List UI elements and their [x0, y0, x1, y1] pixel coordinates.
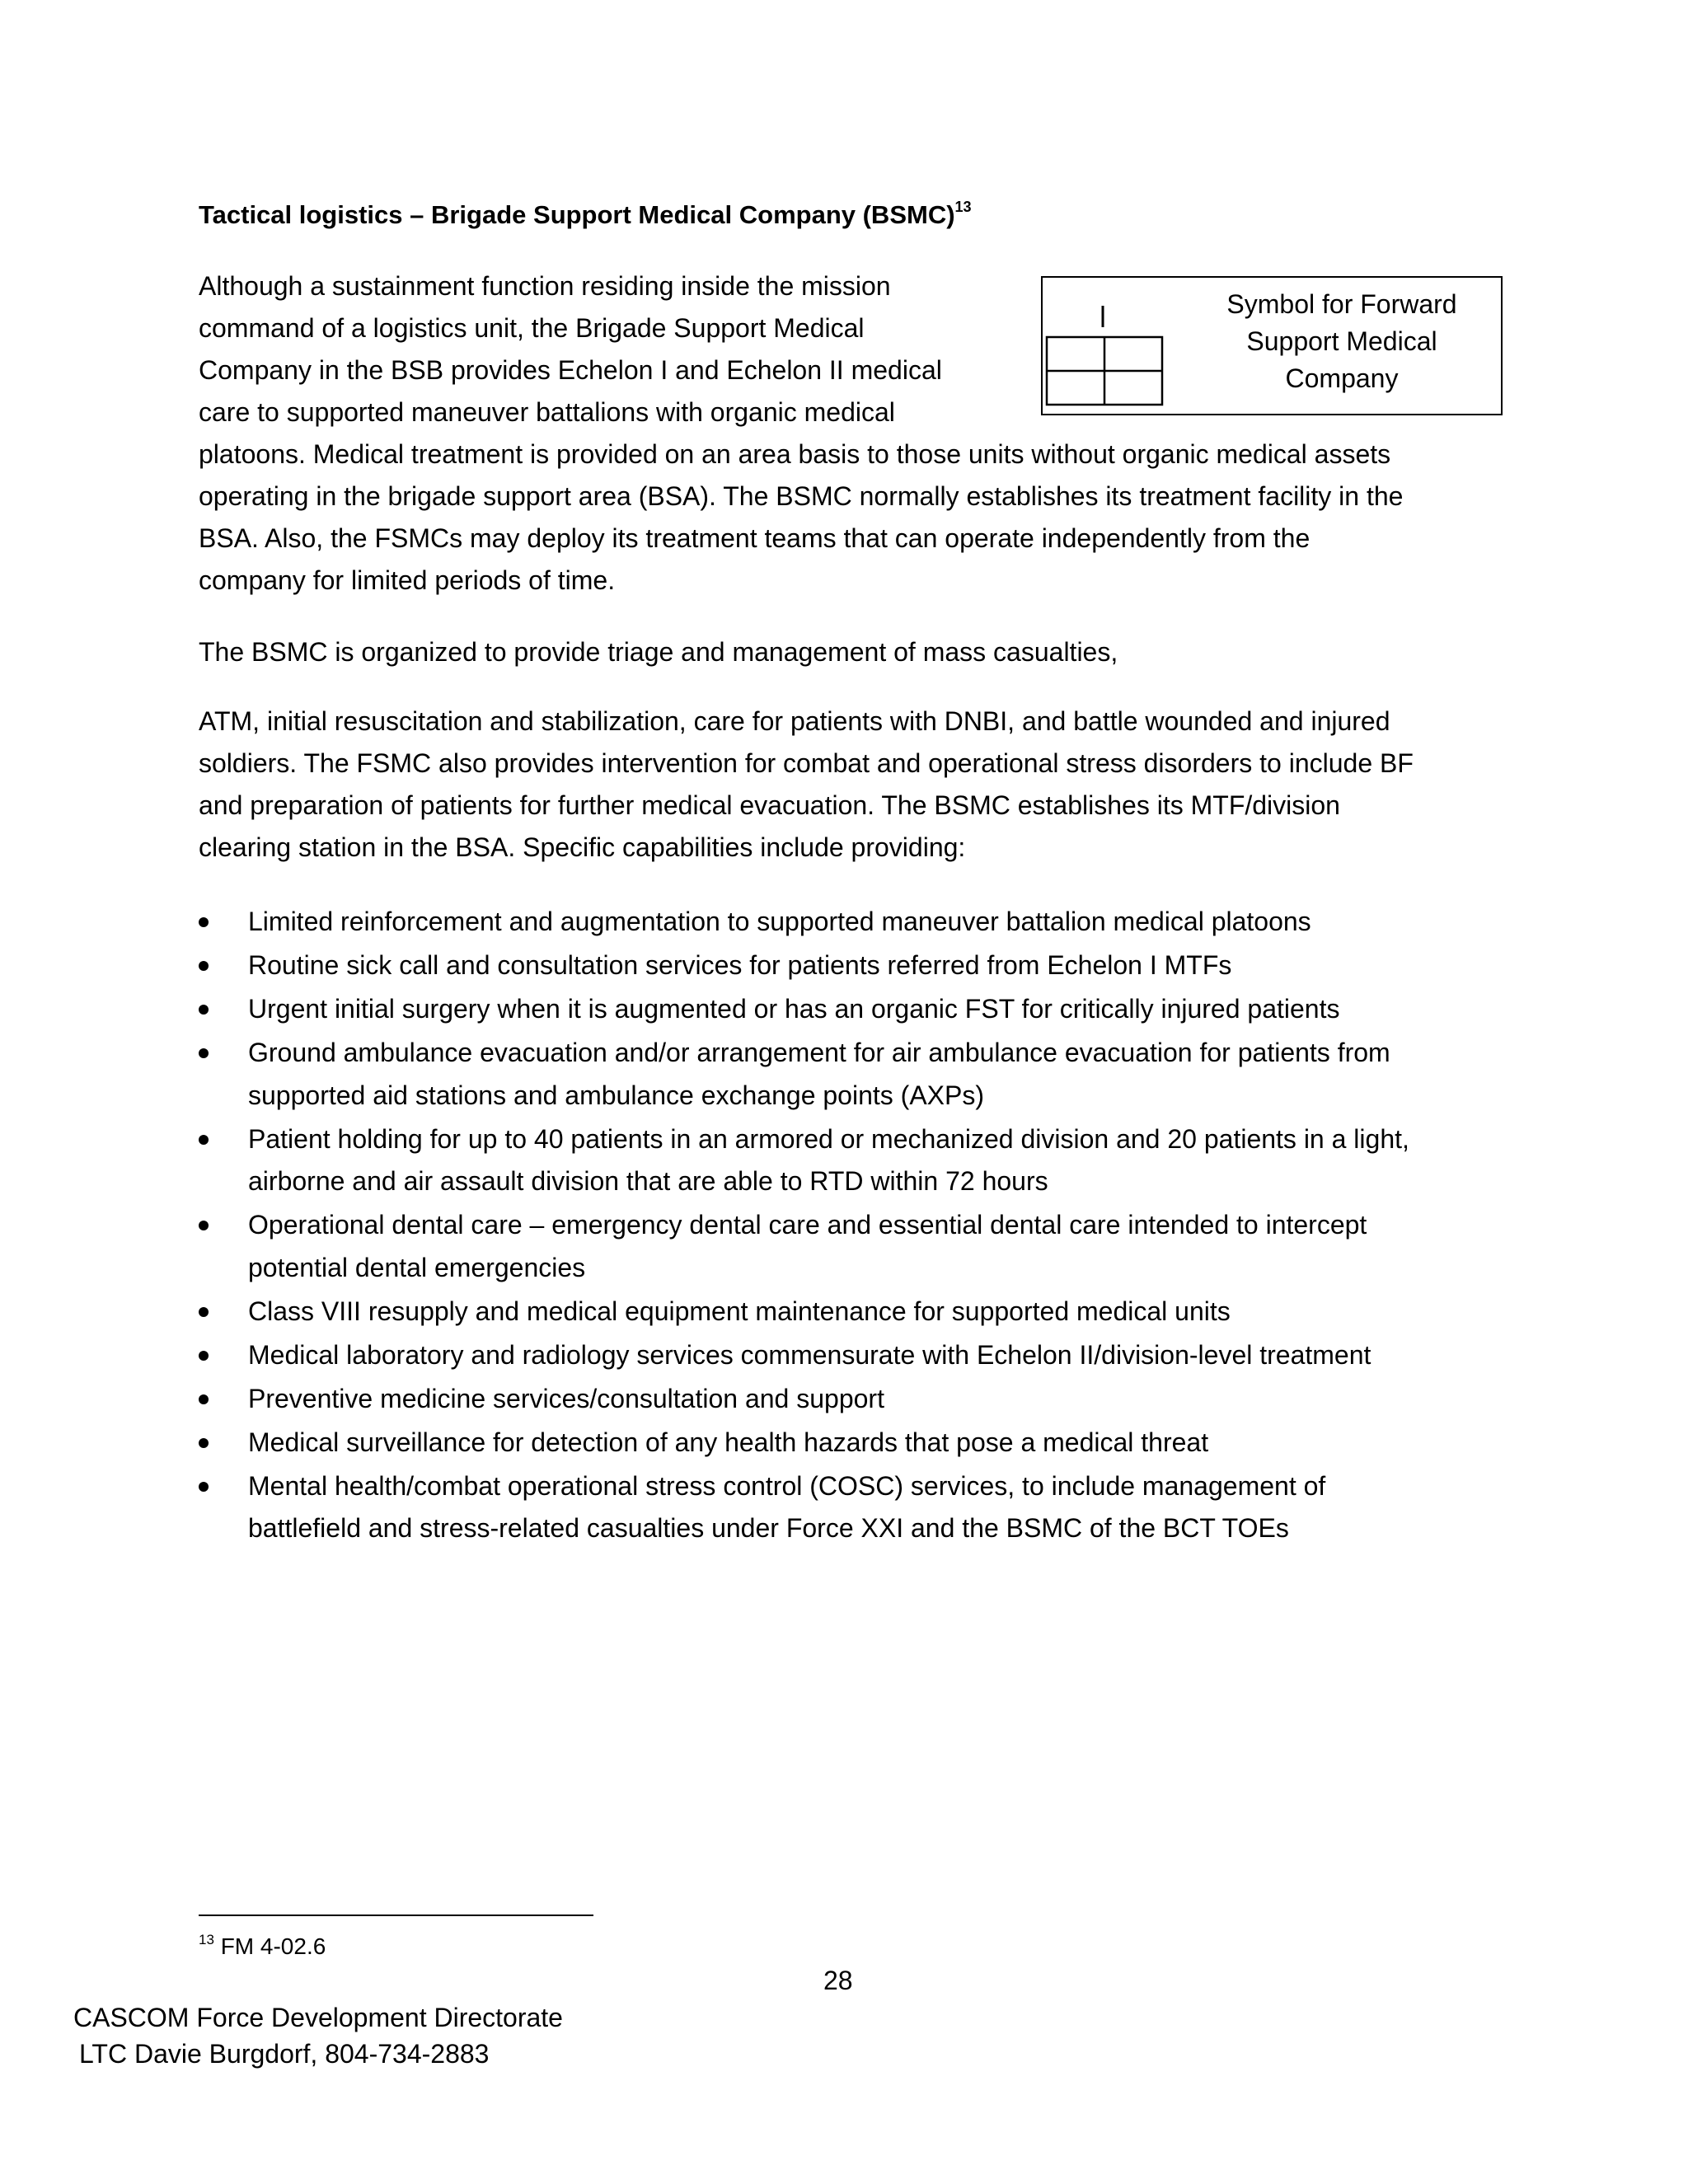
list-item-line: Limited reinforcement and augmentation to supported maneuver battalion medical platoons [248, 907, 1311, 936]
paragraph-line: BSA. Also, the FSMCs may deploy its treatment teams that can operate independently from the [199, 523, 1311, 553]
list-item [199, 944, 1409, 987]
capabilities-list [199, 901, 1409, 1551]
bullet-icon [199, 1221, 209, 1230]
footnote-divider [199, 1915, 593, 1916]
paragraph-line: Company in the BSB provides Echelon I and Echelon II medical [199, 355, 942, 385]
bullet-icon [199, 1005, 209, 1015]
footnote-text: FM 4-02.6 [220, 1933, 326, 1959]
list-item-line: Medical surveillance for detection of any health hazards that pose a medical threat [248, 1427, 1209, 1457]
paragraph-line: command of a logistics unit, the Brigade Support Medical [199, 313, 865, 343]
bullet-icon [199, 961, 209, 971]
list-item [199, 1422, 1409, 1465]
list-item [199, 1334, 1409, 1377]
paragraph-line: Although a sustainment function residing inside the mission [199, 271, 891, 301]
footnote-number: 13 [199, 1932, 214, 1947]
list-item-line: Preventive medicine services/consultation and support [248, 1383, 884, 1413]
list-item [199, 988, 1409, 1031]
section-heading [199, 198, 972, 232]
list-item [199, 901, 1409, 944]
list-item-line: airborne and air assault division that are able to RTD within 72 hours [248, 1166, 1048, 1196]
list-item-line: battlefield and stress-related casualties under Force XXI and the BSMC of the BCT TOEs [248, 1513, 1289, 1543]
symbol-caption-line: Company [1285, 363, 1399, 393]
list-item-line: Medical laboratory and radiology services commensurate with Echelon II/division-level treatment [248, 1339, 1372, 1370]
list-item [199, 1465, 1409, 1550]
symbol-caption-line: Support Medical [1246, 326, 1437, 356]
list-item [199, 1204, 1409, 1289]
paragraph-line: ATM, initial resuscitation and stabilization, care for patients with DNBI, and battle wounded and injured [199, 706, 1390, 736]
list-item [199, 1118, 1409, 1203]
bullet-icon [199, 1394, 209, 1404]
organization-paragraph [199, 631, 1118, 673]
list-item-line: potential dental emergencies [248, 1252, 586, 1282]
list-item-line: Routine sick call and consultation services for patients referred from Echelon I MTFs [248, 950, 1232, 980]
list-item-line: Patient holding for up to 40 patients in an armored or mechanized division and 20 patients in a light, [248, 1123, 1409, 1154]
list-item-line: Class VIII resupply and medical equipment maintenance for supported medical units [248, 1296, 1231, 1326]
paragraph-line: The BSMC is organized to provide triage and management of mass casualties, [199, 637, 1118, 667]
paragraph-line: platoons. Medical treatment is provided on an area basis to those units without organic medical assets [199, 439, 1391, 469]
footnote [199, 1931, 326, 1962]
paragraph-line: operating in the brigade support area (BSA). The BSMC normally establishes its treatment facility in the [199, 481, 1404, 511]
symbol-caption-line: Symbol for Forward [1226, 289, 1457, 319]
bullet-icon [199, 1482, 209, 1492]
list-item [199, 1291, 1409, 1333]
bullet-icon [199, 1135, 209, 1145]
bullet-icon [199, 1307, 209, 1317]
bullet-icon [199, 1438, 209, 1448]
services-paragraph [199, 701, 1414, 869]
footnote-reference: 13 [954, 199, 972, 215]
bullet-icon [199, 1351, 209, 1361]
footer-contact: LTC Davie Burgdorf, 804-734-2883 [79, 2039, 490, 2069]
paragraph-line: clearing station in the BSA. Specific capabilities include providing: [199, 832, 966, 862]
list-item-line: Urgent initial surgery when it is augmented or has an organic FST for critically injured patients [248, 994, 1340, 1024]
list-item [199, 1378, 1409, 1421]
list-item-line: supported aid stations and ambulance exchange points (AXPs) [248, 1080, 984, 1110]
paragraph-line: soldiers. The FSMC also provides intervention for combat and operational stress disorders to include BF [199, 748, 1414, 778]
list-item-line: Mental health/combat operational stress control (COSC) services, to include management of [248, 1470, 1326, 1501]
paragraph-line: care to supported maneuver battalions with organic medical [199, 397, 895, 427]
list-item [199, 1032, 1409, 1117]
bullet-icon [199, 1048, 209, 1058]
paragraph-line: company for limited periods of time. [199, 565, 616, 595]
footer-organization: CASCOM Force Development Directorate [73, 2003, 563, 2032]
page-number: 28 [823, 1966, 853, 1995]
intro-paragraph [199, 265, 1403, 602]
bullet-icon [199, 917, 209, 927]
list-item-line: Operational dental care – emergency dental care and essential dental care intended to intercept [248, 1210, 1367, 1240]
section-heading-text: Tactical logistics – Brigade Support Medical Company (BSMC) [199, 200, 955, 229]
paragraph-line: and preparation of patients for further medical evacuation. The BSMC establishes its MTF/division [199, 790, 1340, 820]
list-item-line: Ground ambulance evacuation and/or arrangement for air ambulance evacuation for patients from [248, 1038, 1390, 1067]
